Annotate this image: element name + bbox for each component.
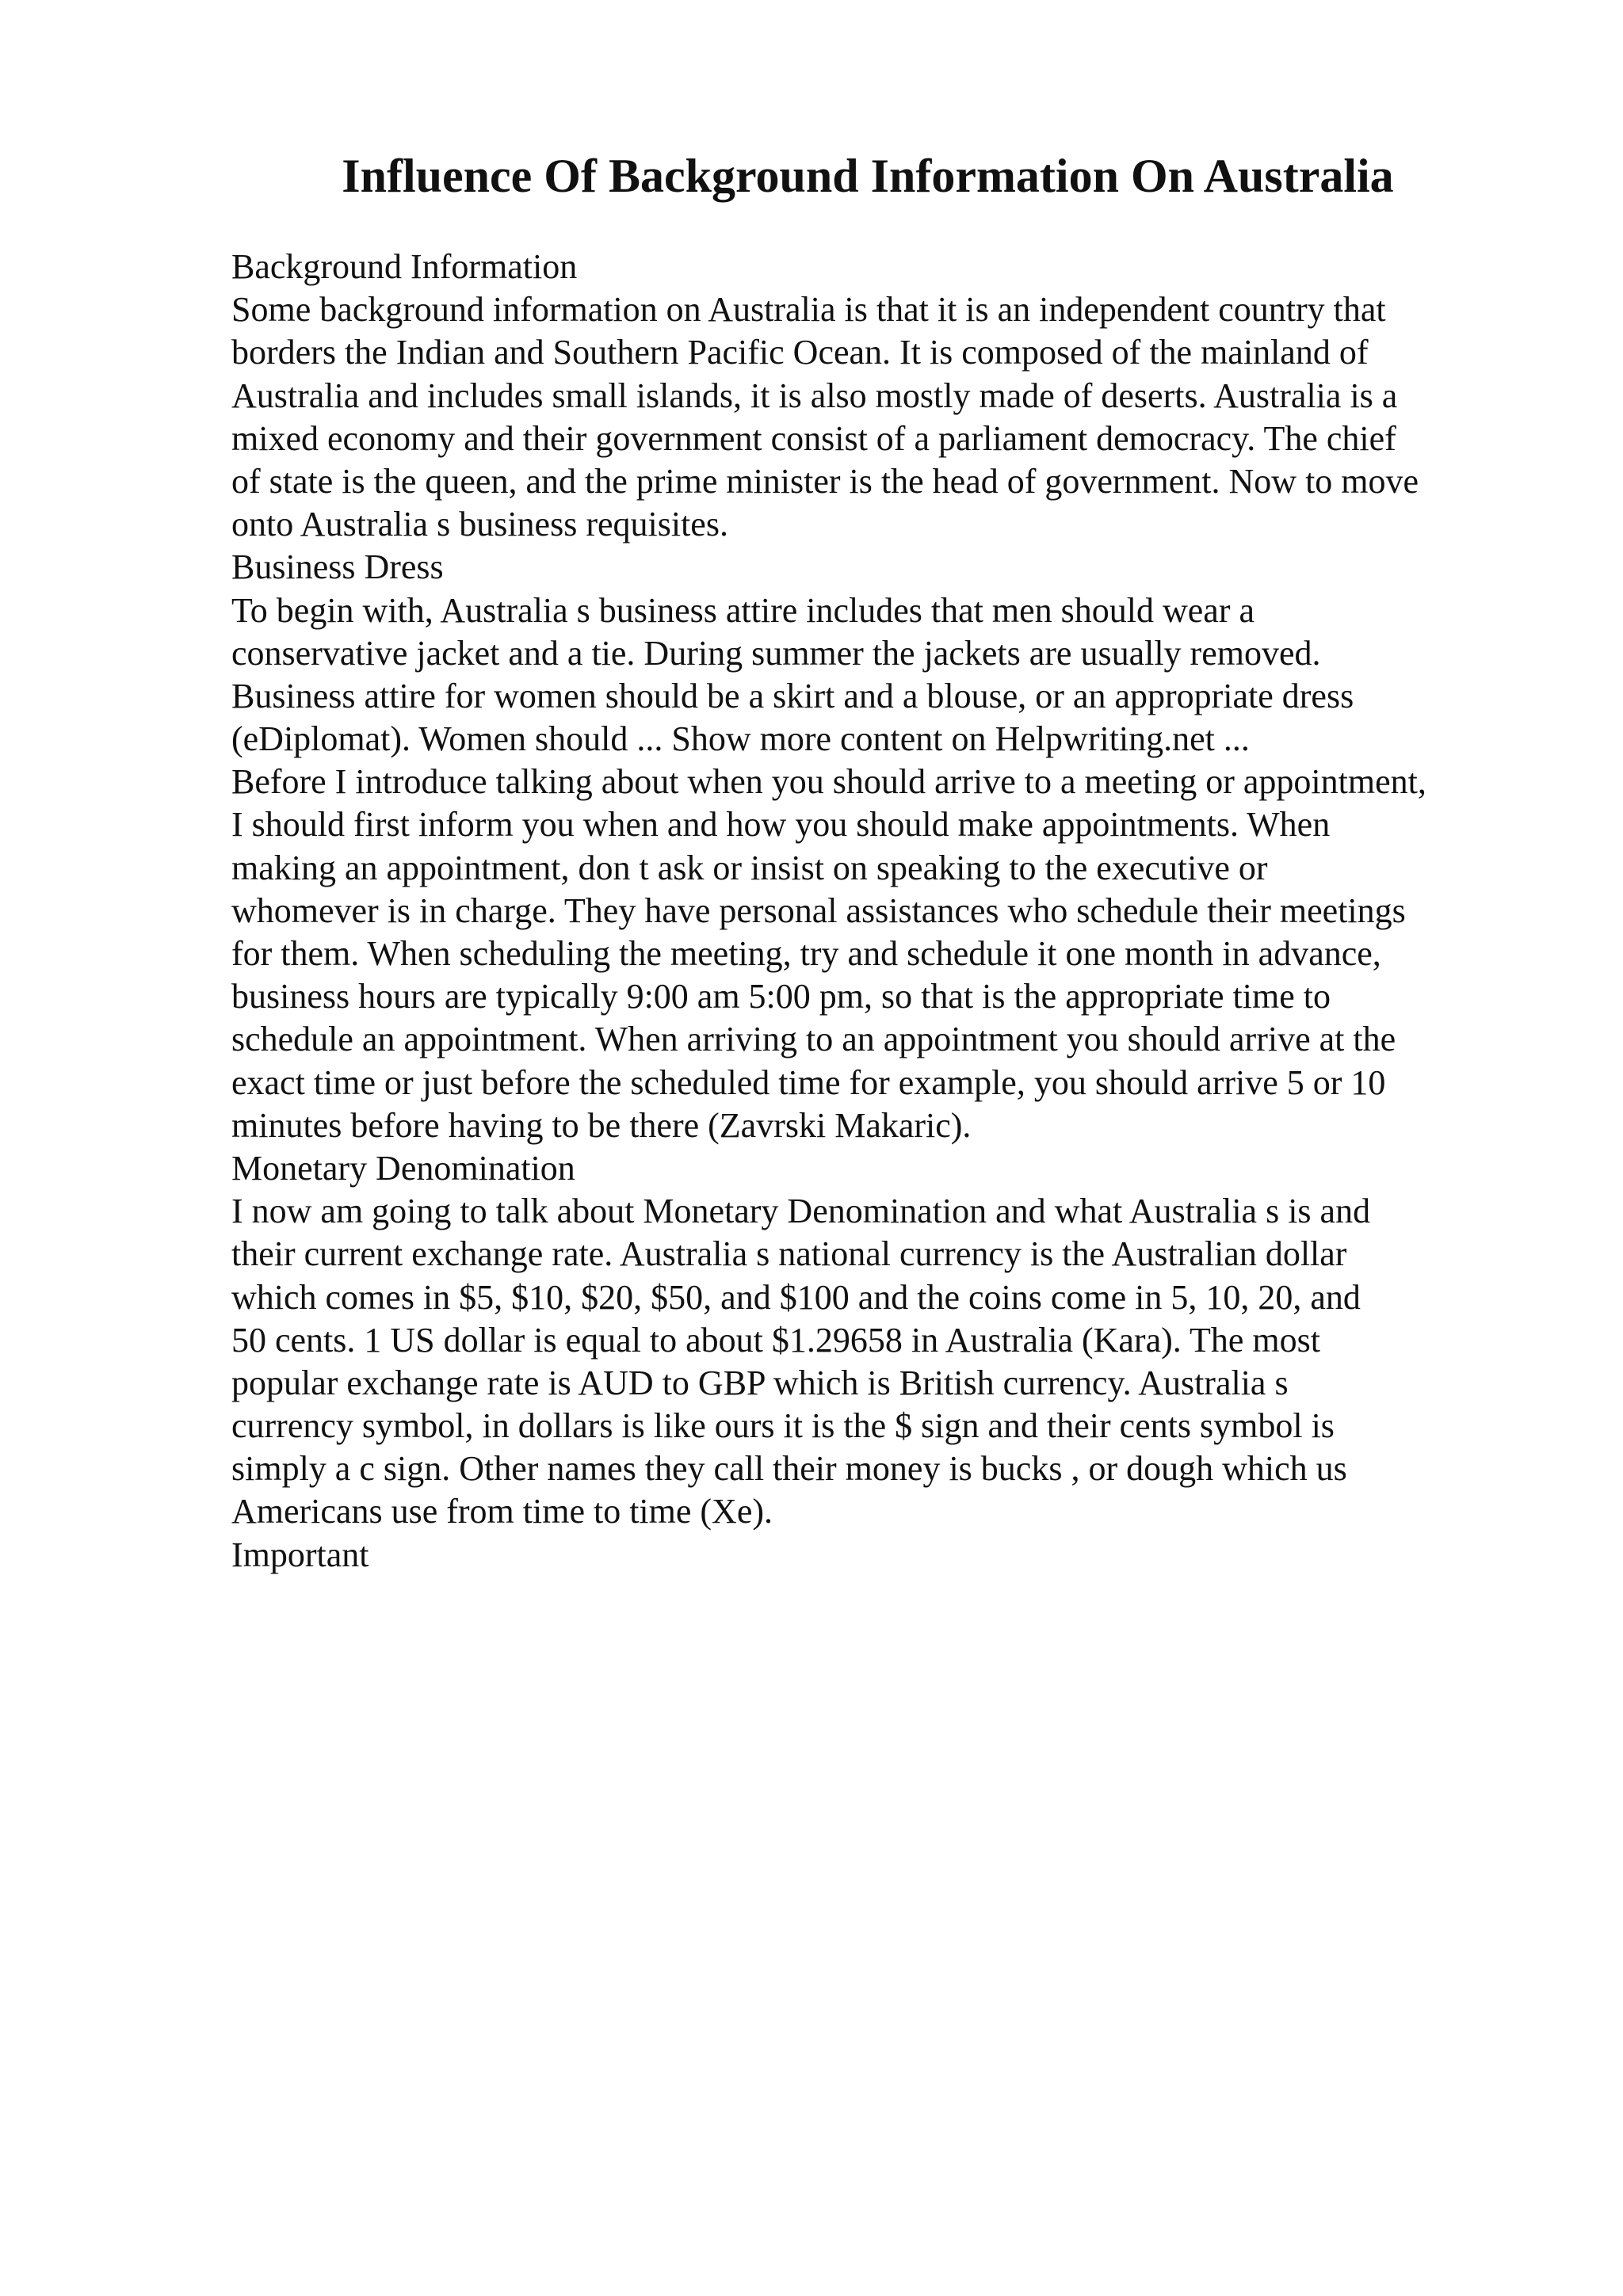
- body-line: Some background information on Australia is that it is an independent country that: [231, 290, 1386, 330]
- section-heading-monetary: Monetary Denomination: [231, 1148, 575, 1188]
- body-line: To begin with, Australia s business attire includes that men should wear a: [231, 590, 1254, 630]
- body-line: (eDiplomat). Women should ... Show more content on Helpwriting.net ...: [231, 719, 1250, 759]
- body-line: for them. When scheduling the meeting, try and schedule it one month in advance,: [231, 934, 1381, 973]
- body-line: business hours are typically 9:00 am 5:00 pm, so that is the appropriate time to: [231, 977, 1331, 1016]
- document-title: Influence Of Background Information On Australia: [342, 150, 1394, 202]
- body-line: which comes in $5, $10, $20, $50, and $100 and the coins come in 5, 10, 20, and: [231, 1277, 1361, 1317]
- body-line: popular exchange rate is AUD to GBP which is British currency. Australia s: [231, 1363, 1289, 1402]
- body-line: conservative jacket and a tie. During summer the jackets are usually removed.: [231, 633, 1321, 673]
- body-line: Business attire for women should be a skirt and a blouse, or an appropriate dress: [231, 676, 1354, 715]
- body-line: currency symbol, in dollars is like ours it is the $ sign and their cents symbol is: [231, 1406, 1335, 1446]
- document-body: [231, 246, 1547, 1577]
- body-line: exact time or just before the scheduled time for example, you should arrive 5 or 10: [231, 1062, 1386, 1102]
- body-line: I now am going to talk about Monetary Denomination and what Australia s is and: [231, 1192, 1371, 1231]
- body-line: their current exchange rate. Australia s national currency is the Australian dollar: [231, 1234, 1347, 1274]
- body-line: of state is the queen, and the prime minister is the head of government. Now to move: [231, 461, 1419, 501]
- body-line: Americans use from time to time (Xe).: [231, 1492, 773, 1531]
- section-heading-business-dress: Business Dress: [231, 547, 444, 587]
- body-line: minutes before having to be there (Zavrski Makaric).: [231, 1105, 972, 1145]
- body-line: Before I introduce talking about when you should arrive to a meeting or appointment,: [231, 762, 1426, 802]
- body-line: I should first inform you when and how you should make appointments. When: [231, 805, 1331, 845]
- body-line: whomever is in charge. They have personal assistances who schedule their meetings: [231, 891, 1406, 930]
- body-line: schedule an appointment. When arriving to an appointment you should arrive at the: [231, 1020, 1396, 1059]
- body-line: making an appointment, don t ask or insist on speaking to the executive or: [231, 848, 1268, 887]
- body-line: simply a c sign. Other names they call their money is bucks , or dough which us: [231, 1449, 1347, 1489]
- body-line: onto Australia s business requisites.: [231, 505, 728, 544]
- body-line: borders the Indian and Southern Pacific Ocean. It is composed of the mainland of: [231, 333, 1369, 372]
- section-heading-important: Important: [231, 1535, 369, 1574]
- section-heading-background: Background Information: [231, 247, 578, 286]
- body-line: 50 cents. 1 US dollar is equal to about $1.29658 in Australia (Kara). The most: [231, 1320, 1320, 1360]
- body-line: Australia and includes small islands, it is also mostly made of deserts. Australia is a: [231, 376, 1398, 415]
- body-line: mixed economy and their government consist of a parliament democracy. The chief: [231, 418, 1396, 458]
